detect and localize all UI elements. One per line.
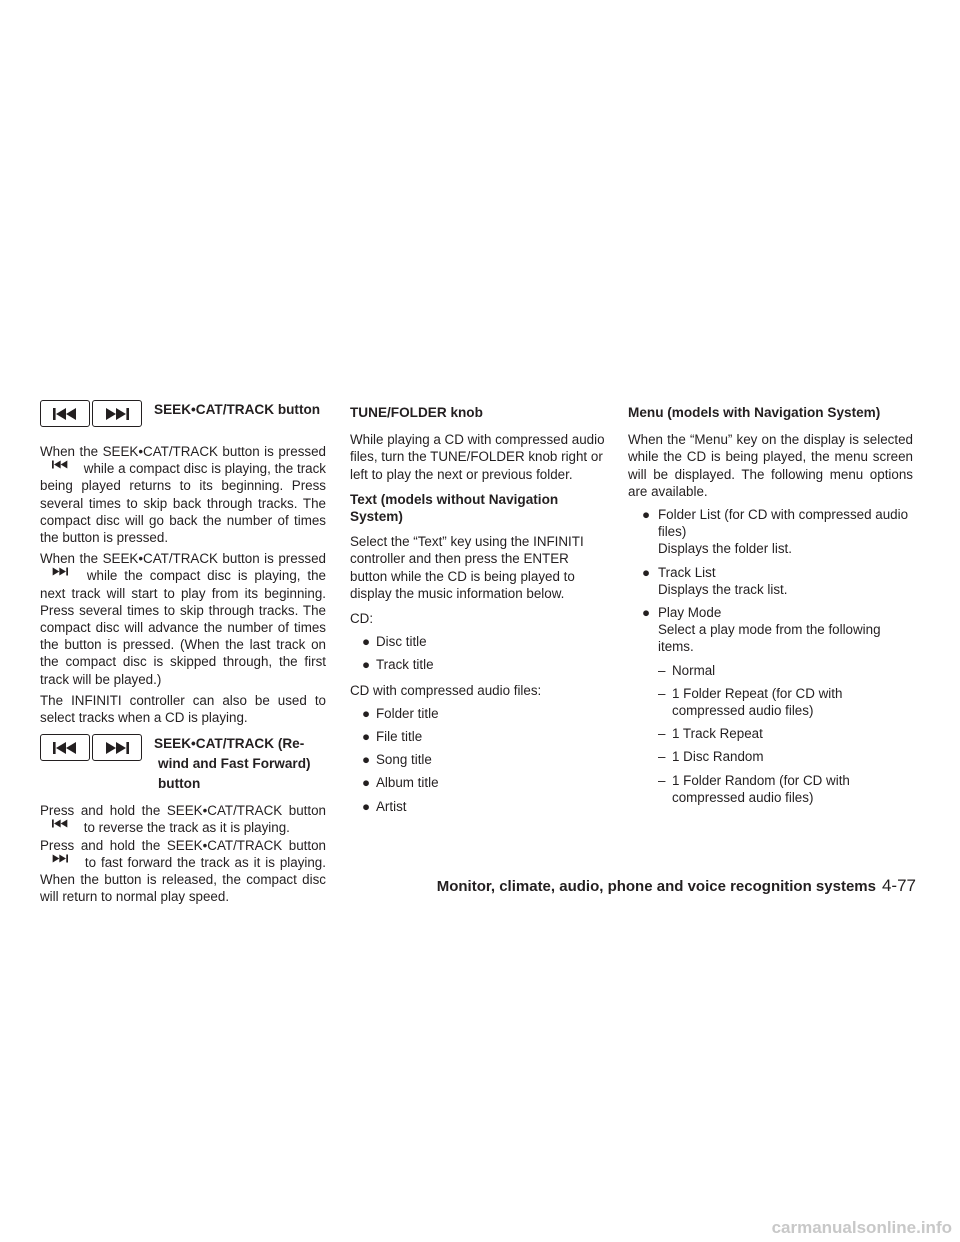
skip-forward-icon xyxy=(92,734,142,761)
section-heading: SEEK•CAT/TRACK button xyxy=(154,402,321,417)
skip-back-icon xyxy=(40,734,90,761)
skip-forward-icon xyxy=(92,400,142,427)
seek-track-heading xyxy=(40,400,326,427)
list-item: ● Track title xyxy=(362,657,434,673)
paragraph: Select the “Text” key using the INFINITI controller and then press the ENTER button while the CD is being played to display the music information below. xyxy=(350,534,584,601)
menu-options-list xyxy=(628,506,913,656)
list-label: CD: xyxy=(350,611,374,627)
play-mode-list xyxy=(628,662,913,806)
section-heading: SEEK•CAT/TRACK (Re- wind and Fast Forward) button xyxy=(154,736,311,792)
paragraph: The INFINITI controller can also be used to select tracks when a CD is playing. xyxy=(40,692,326,726)
column-middle xyxy=(350,400,606,815)
skip-back-icon xyxy=(40,456,80,470)
page-number: 4-77 xyxy=(881,876,916,895)
page-footer xyxy=(437,876,916,896)
compressed-list xyxy=(350,705,606,815)
paragraph: When the SEEK•CAT/TRACK button is pressed while a compact disc is playing, the track being played returns to its beginning. Press several times to skip back through tracks. The compact disc will go back the number of times the button is pressed. xyxy=(40,444,326,546)
list-item: ● Disc title xyxy=(362,634,427,650)
paragraph: When the SEEK•CAT/TRACK button is pressed while the compact disc is playing, the next track will start to play from its beginning. Press several times to skip through tracks. The compact disc will advance the number of times the button is pressed. (When the last track on the compact disc is skipped through, the first track will be played.) xyxy=(40,551,326,687)
list-item: – 1 Folder Repeat (for CD with compressed audio files) xyxy=(658,685,843,719)
list-item: ● Folder List (for CD with compressed audio files) Displays the folder list. xyxy=(642,507,909,557)
paragraph: Press and hold the SEEK•CAT/TRACK button to reverse the track as it is playing. xyxy=(40,803,326,836)
section-heading: Menu (models with Navigation System) xyxy=(628,405,881,420)
skip-forward-icon xyxy=(40,850,80,864)
skip-back-icon xyxy=(40,815,80,829)
skip-back-icon xyxy=(40,400,90,427)
list-item: – 1 Folder Random (for CD with compressed audio files) xyxy=(658,772,850,805)
list-item: ● File title xyxy=(362,729,423,745)
list-item: – 1 Disc Random xyxy=(658,749,764,765)
column-left xyxy=(40,400,326,905)
paragraph: Press and hold the SEEK•CAT/TRACK button to fast forward the track as it is playing. When the button is released, the compact disc will return to normal play speed. xyxy=(40,837,326,905)
column-right xyxy=(628,400,913,806)
cd-list xyxy=(350,633,606,673)
section-heading: TUNE/FOLDER knob xyxy=(350,405,483,420)
skip-forward-icon xyxy=(40,563,80,577)
list-item: ● Track List Displays the track list. xyxy=(642,564,788,597)
list-item: ● Artist xyxy=(362,798,407,814)
section-title: Monitor, climate, audio, phone and voice recognition systems xyxy=(436,878,876,895)
list-item: – 1 Track Repeat xyxy=(658,726,763,742)
paragraph: When the “Menu” key on the display is selected while the CD is being played, the menu screen will be displayed. The following menu options are available. xyxy=(628,432,913,499)
list-item: ● Folder title xyxy=(362,705,439,721)
list-label: CD with compressed audio files: xyxy=(350,682,542,698)
section-heading: Text (models without Navigation System) xyxy=(350,491,559,525)
paragraph: While playing a CD with compressed audio files, turn the TUNE/FOLDER knob right or left to play the next or previous folder. xyxy=(350,432,605,482)
list-item: – Normal xyxy=(658,662,716,678)
list-item: ● Song title xyxy=(362,752,432,768)
seek-rewind-heading xyxy=(40,734,326,794)
list-item: ● Album title xyxy=(362,775,439,791)
list-item: ● Play Mode Select a play mode from the following items. xyxy=(642,605,881,655)
watermark: carmanualsonline.info xyxy=(771,1218,952,1237)
